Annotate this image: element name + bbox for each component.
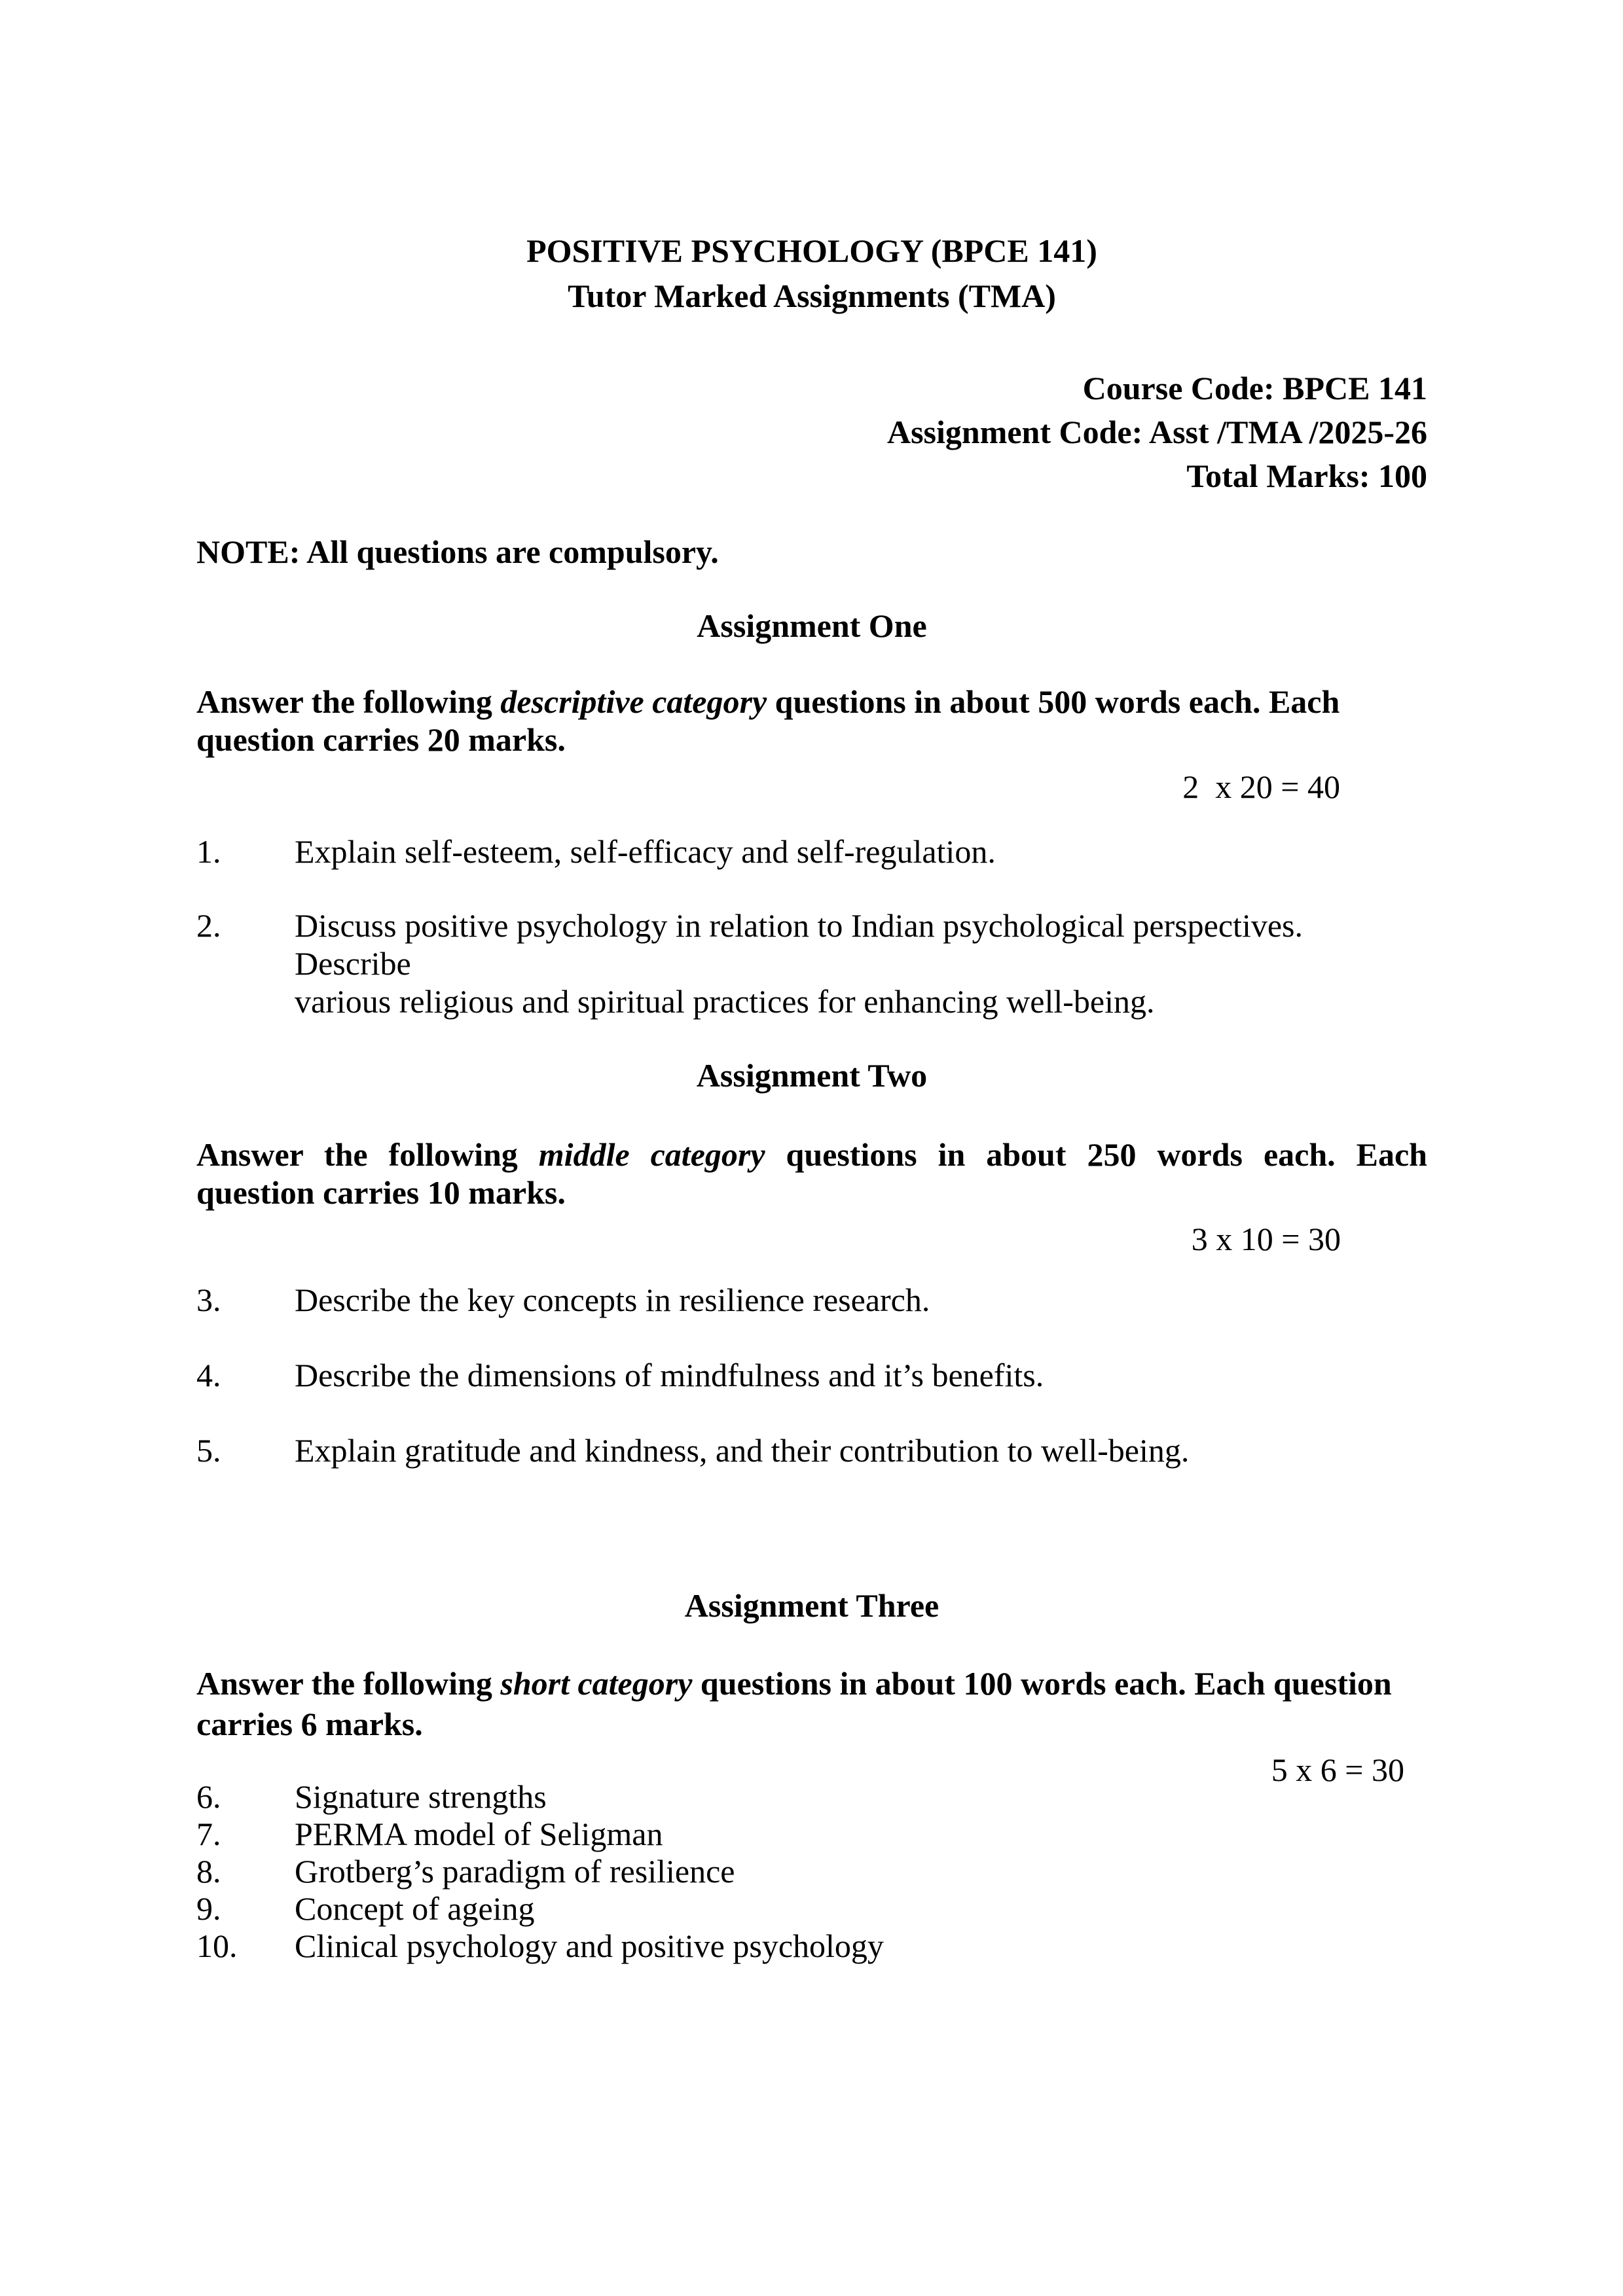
document-title: POSITIVE PSYCHOLOGY (BPCE 141) xyxy=(526,232,1097,269)
question-text xyxy=(295,906,1427,1020)
assignment-two-instruction-line2: question carries 10 marks. xyxy=(196,1174,566,1211)
instruction-text: Answer the following xyxy=(196,1136,539,1173)
assignment-one-marks-formula: 2 x 20 = 40 xyxy=(1182,768,1340,805)
instruction-category-italic: middle category xyxy=(538,1136,765,1173)
question-text: PERMA model of Seligman xyxy=(295,1816,663,1852)
assignment-one-instruction xyxy=(196,683,1427,759)
question-row xyxy=(196,1281,1427,1319)
question-2 xyxy=(196,906,1427,1020)
document-title-block xyxy=(196,228,1427,319)
question-row xyxy=(196,1431,1427,1469)
document-subtitle: Tutor Marked Assignments (TMA) xyxy=(568,278,1056,314)
question-text-line1: Discuss positive psychology in relation to Indian psychological perspectives. Describe xyxy=(295,907,1303,982)
question-text: Signature strengths xyxy=(295,1778,547,1815)
question-text: Concept of ageing xyxy=(295,1890,535,1927)
question-number: 6. xyxy=(196,1778,221,1815)
assignment-three-instruction-line1 xyxy=(196,1663,1427,1704)
assignment-one-heading: Assignment One xyxy=(697,607,927,644)
question-6 xyxy=(196,1778,1427,1816)
question-number: 4. xyxy=(196,1357,221,1393)
assignment-code: Assignment Code: Asst /TMA /2025-26 xyxy=(886,414,1427,450)
assignment-three-heading: Assignment Three xyxy=(684,1587,939,1624)
question-text: Explain self-esteem, self-efficacy and self-regulation. xyxy=(295,833,996,870)
question-number: 3. xyxy=(196,1282,221,1318)
assignment-two-heading: Assignment Two xyxy=(696,1057,928,1094)
question-text: Clinical psychology and positive psychology xyxy=(295,1928,884,1964)
instruction-text: Answer the following xyxy=(196,1665,501,1702)
question-7 xyxy=(196,1816,1427,1853)
question-row xyxy=(196,1356,1427,1394)
course-code: Course Code: BPCE 141 xyxy=(1082,370,1427,406)
question-5 xyxy=(196,1431,1427,1469)
instruction-text: questions in about 100 words each. Each question xyxy=(692,1665,1392,1702)
instruction-text: questions in about 250 words each. Each xyxy=(765,1136,1427,1173)
note-line: NOTE: All questions are compulsory. xyxy=(196,533,719,570)
question-text: Grotberg’s paradigm of resilience xyxy=(295,1853,735,1890)
instruction-text: questions in about 500 words each. Each xyxy=(767,683,1340,720)
question-row xyxy=(196,906,1427,1020)
assignment-three-question-list xyxy=(196,1778,1427,1965)
question-text: Describe the dimensions of mindfulness and it’s benefits. xyxy=(295,1357,1044,1393)
question-number: 9. xyxy=(196,1890,221,1927)
question-1 xyxy=(196,833,1427,870)
assignment-three-instruction-line2: carries 6 marks. xyxy=(196,1706,423,1742)
instruction-text: Answer the following xyxy=(196,683,501,720)
question-8 xyxy=(196,1853,1427,1890)
document-meta-block xyxy=(196,367,1427,498)
assignment-three-marks-formula: 5 x 6 = 30 xyxy=(1271,1751,1404,1788)
question-row xyxy=(196,833,1427,870)
assignment-two-instruction-line1 xyxy=(196,1136,1427,1174)
question-number: 8. xyxy=(196,1853,221,1890)
assignment-two-instruction xyxy=(196,1136,1427,1211)
question-9 xyxy=(196,1890,1427,1928)
question-number: 10. xyxy=(196,1928,238,1964)
question-number: 7. xyxy=(196,1816,221,1852)
assignment-one-instruction-line1 xyxy=(196,683,1427,721)
question-number: 1. xyxy=(196,833,221,870)
assignment-two-marks-formula: 3 x 10 = 30 xyxy=(1191,1221,1341,1257)
assignment-three-instruction xyxy=(196,1663,1427,1744)
question-number: 5. xyxy=(196,1432,221,1469)
question-10 xyxy=(196,1928,1427,1965)
total-marks: Total Marks: 100 xyxy=(1186,457,1427,494)
question-text-line2: various religious and spiritual practices for enhancing well-being. xyxy=(295,983,1155,1020)
instruction-category-italic: short category xyxy=(500,1665,693,1702)
question-3 xyxy=(196,1281,1427,1319)
instruction-category-italic: descriptive category xyxy=(500,683,767,720)
question-4 xyxy=(196,1356,1427,1394)
question-number: 2. xyxy=(196,907,221,944)
question-text: Describe the key concepts in resilience research. xyxy=(295,1282,930,1318)
question-text: Explain gratitude and kindness, and their contribution to well-being. xyxy=(295,1432,1190,1469)
assignment-one-instruction-line2: question carries 20 marks. xyxy=(196,721,566,758)
